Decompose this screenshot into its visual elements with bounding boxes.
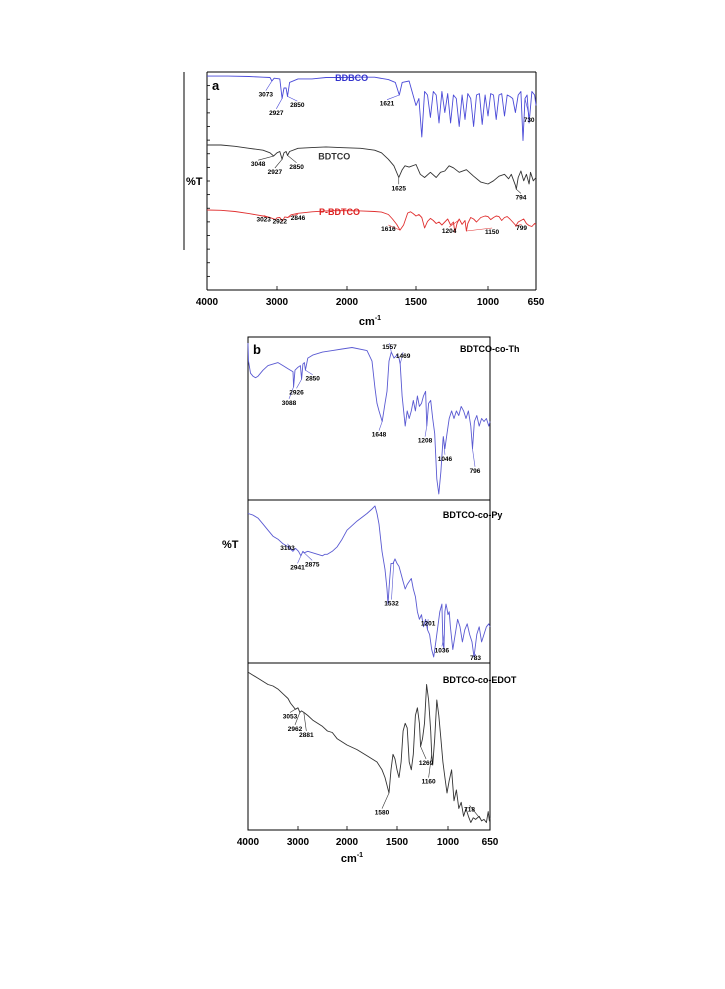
x-axis-title (359, 315, 381, 328)
peak-label: 730 (523, 116, 535, 124)
x-axis-unit: cm (340, 853, 357, 865)
x-tick-label: 4000 (195, 297, 219, 308)
x-tick-label: 1500 (404, 297, 428, 308)
peak-label: 2881 (299, 732, 314, 740)
peak-label: 2850 (289, 163, 304, 171)
peak-leader (288, 155, 297, 162)
x-tick-label: 4000 (236, 837, 260, 848)
x-tick-label: 2000 (335, 837, 359, 848)
spectrum-line (248, 672, 490, 822)
panel-letter: b (253, 342, 261, 357)
peak-label: 3048 (250, 161, 266, 169)
x-tick-label: 2000 (335, 297, 359, 308)
peak-label: 1616 (381, 226, 396, 233)
peak-label: 3023 (256, 216, 271, 224)
peak-label: 2875 (304, 561, 320, 569)
x-axis-unit: cm (358, 316, 375, 328)
peak-leader (382, 793, 389, 809)
peak-leader (288, 96, 298, 101)
peak-label: 783 (470, 655, 482, 662)
peak-label: 3073 (258, 91, 274, 99)
peak-leader (305, 370, 312, 375)
peak-label: 2850 (290, 102, 305, 110)
peak-leader (297, 379, 302, 388)
peak-leader (266, 81, 272, 91)
peak-label: 1532 (384, 600, 399, 608)
plot-frame (248, 337, 490, 830)
peak-leader (304, 553, 312, 561)
peak-label: 1269 (418, 760, 434, 767)
series-label: BDTCO-co-Py (442, 510, 503, 521)
peak-label: 2941 (290, 564, 305, 572)
peak-label: 2922 (272, 218, 288, 226)
peak-leader (516, 189, 521, 193)
series-bdtco-co-py (248, 506, 502, 662)
y-axis-title: %T (186, 176, 203, 188)
spectrum-line (248, 343, 490, 494)
panel-a (184, 72, 545, 328)
peak-label: 1204 (441, 228, 457, 236)
peak-label: 1036 (434, 647, 450, 655)
peak-leader (379, 422, 382, 431)
peak-label: 1648 (371, 431, 387, 439)
peak-label: 718 (464, 806, 476, 814)
peak-label: 3088 (281, 399, 297, 407)
peak-label: 1046 (437, 455, 453, 463)
series-bdbco (207, 73, 536, 140)
peak-label: 1557 (382, 344, 397, 352)
peak-label: 1621 (379, 100, 395, 108)
peak-label: 2926 (289, 389, 304, 397)
peak-leader (387, 95, 399, 100)
x-tick-label: 1000 (476, 297, 500, 308)
peak-leader (472, 449, 475, 467)
series-bdtco-co-edot (248, 672, 517, 822)
y-axis-title: %T (222, 539, 239, 551)
peak-leader (425, 426, 427, 437)
peak-label: 1469 (395, 353, 411, 361)
x-tick-label: 650 (527, 297, 545, 308)
series-p-bdtco (207, 207, 536, 236)
peak-label: 799 (516, 225, 528, 233)
series-label: BDBCO (335, 73, 369, 84)
peak-leader (304, 712, 306, 731)
peak-leader (298, 556, 301, 564)
series-bdtco-co-th (248, 343, 520, 494)
series-label: BDTCO-co-EDOT (442, 674, 517, 685)
peak-leader (275, 159, 282, 168)
peak-label: 1208 (417, 437, 433, 445)
peak-leader (421, 747, 427, 760)
x-tick-label: 3000 (286, 837, 310, 848)
peak-label: 2850 (305, 375, 320, 383)
spectrum-line (248, 506, 490, 657)
series-label: BDTCO (318, 151, 351, 162)
x-tick-label: 650 (481, 837, 499, 848)
peak-label: 1160 (421, 778, 436, 786)
peak-label: 1201 (420, 620, 436, 628)
peak-label: 2927 (267, 169, 283, 176)
peak-label: 1625 (391, 185, 406, 193)
peak-label: 3053 (282, 713, 298, 721)
peak-leader (290, 709, 295, 712)
peak-label: 2846 (290, 215, 306, 223)
peak-label: 796 (469, 467, 481, 475)
peak-label: 3103 (280, 544, 295, 552)
x-axis-unit-exponent: -1 (374, 315, 382, 322)
x-axis-title (341, 852, 363, 865)
peak-label: 2927 (269, 109, 284, 117)
spectrum-line (207, 76, 536, 140)
x-tick-label: 1000 (436, 837, 460, 848)
series-label: BDTCO-co-Th (460, 344, 520, 355)
peak-leader (276, 99, 282, 109)
x-tick-label: 3000 (265, 297, 289, 308)
series-bdtco (207, 145, 536, 201)
peak-leader (392, 562, 394, 600)
peak-leader (258, 156, 274, 160)
x-tick-label: 1500 (385, 837, 409, 848)
peak-label: 1580 (374, 809, 390, 817)
peak-label: 1150 (485, 229, 500, 236)
x-axis-unit-exponent: -1 (356, 852, 364, 859)
panel-letter: a (212, 78, 220, 93)
peak-label: 794 (515, 194, 527, 202)
panel-b (222, 337, 520, 865)
peak-label: 2962 (287, 725, 303, 733)
series-label: P-BDTCO (319, 207, 360, 218)
